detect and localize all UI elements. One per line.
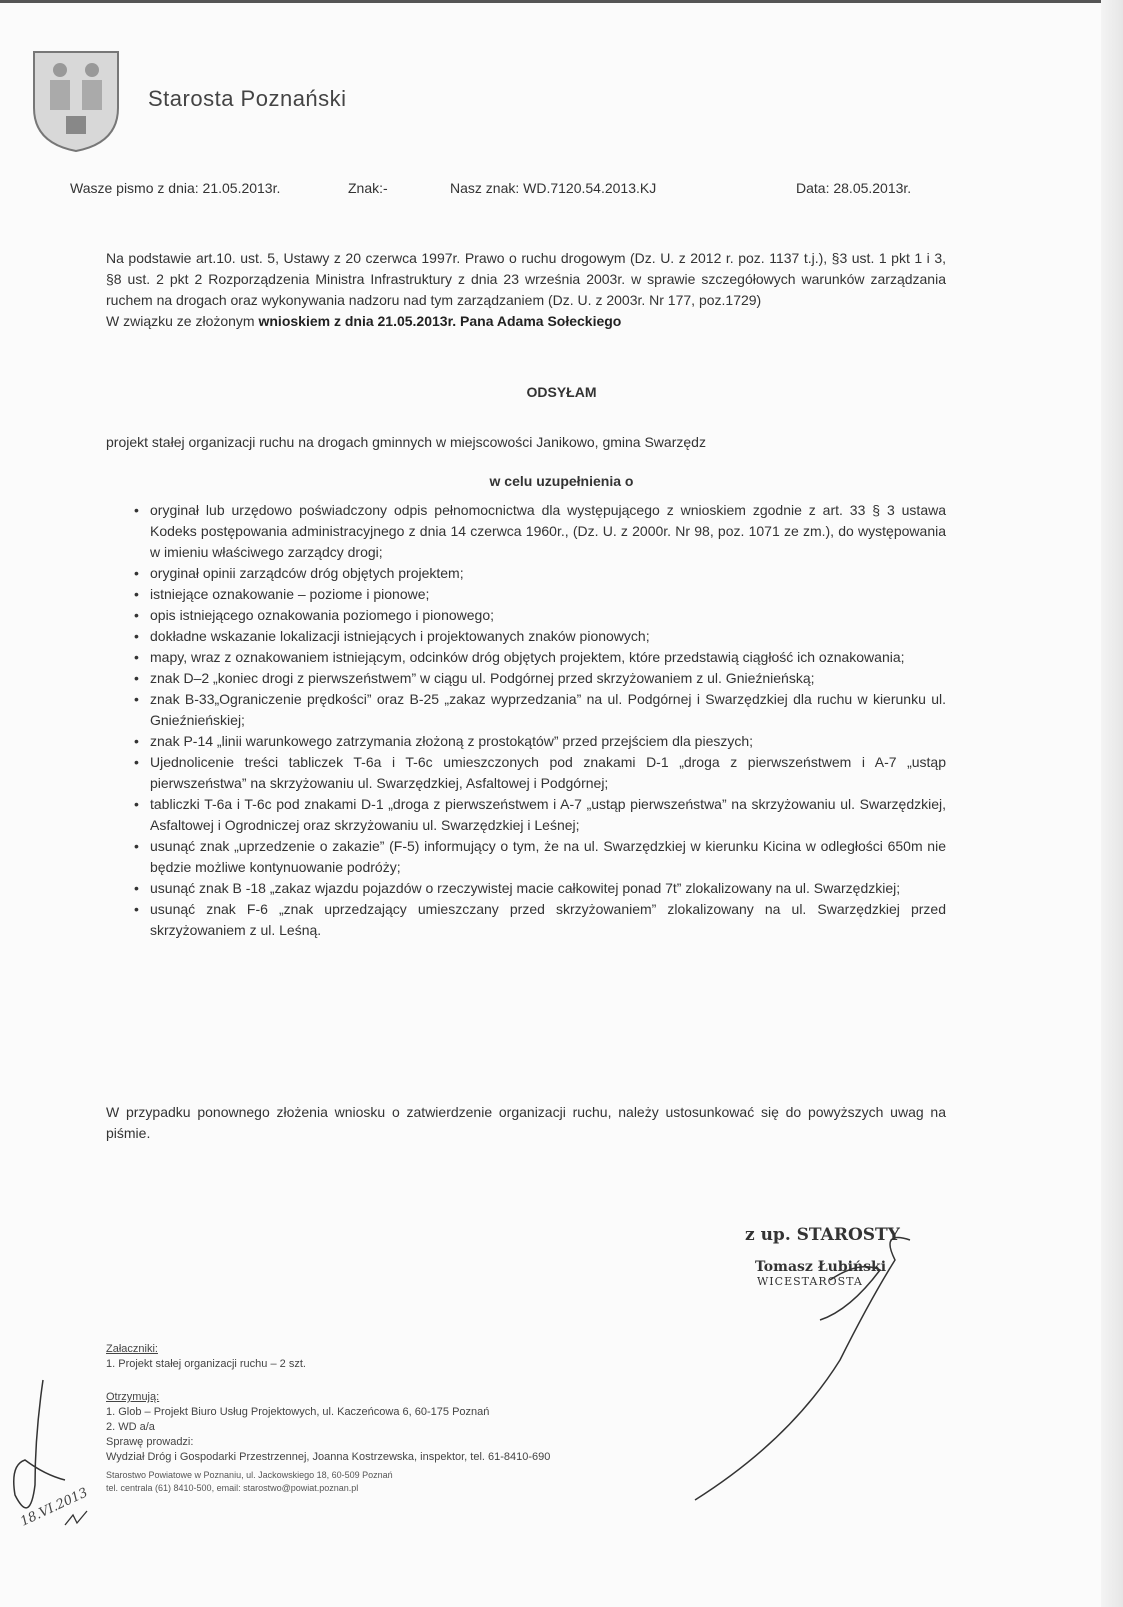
list-item: • usunąć znak F-6 „znak uprzedzający umieszczany przed skrzyżowaniem” zlokalizowany na ul. Swarzędzkiej przed skrzyżowaniem z ul. Leśną. (134, 899, 946, 941)
scan-edge (0, 0, 1123, 3)
attachments-section (106, 1342, 306, 1372)
list-item: • znak B-33„Ograniczenie prędkości” oraz B-25 „zakaz wyprzedzania” na ul. Podgórnej i Swarzędzkiej dla ruchu w kierunku ul. Gnieźnieńskiej; (134, 689, 946, 731)
handled-by: Wydział Dróg i Gospodarki Przestrzennej, Joanna Kostrzewska, inspektor, tel. 61-8410-690 (106, 1451, 551, 1463)
legal-basis-section (106, 248, 946, 332)
your-reference: Znak:- (348, 180, 388, 196)
letter-date: Data: 28.05.2013r. (796, 180, 912, 196)
scan-edge (1101, 0, 1123, 1607)
handwritten-signature (680, 1220, 940, 1510)
decision-heading: ODSYŁAM (526, 384, 597, 400)
on-behalf-label: z up. STAROSTY (745, 1225, 900, 1245)
list-item: • istniejące oznakowanie – poziome i pionowe; (134, 584, 946, 605)
list-item: • oryginał opinii zarządców dróg objętych projektem; (134, 563, 946, 584)
list-item: • usunąć znak „uprzedzenie o zakazie” (F-5) informujący o tym, że na ul. Swarzędzkiej w kierunku Kicina w odległości 650m nie będzie możliwe kontynuowanie podróży; (134, 836, 946, 878)
subheading: w celu uzupełnienia o (489, 473, 634, 489)
list-item: • oryginał lub urzędowo poświadczony odpis pełnomocnictwa dla występującego z wnioskiem zgodnie z art. 33 § 3 ustawa Kodeks postępowania administracyjnego z dnia 14 czerwca 1960r., (Dz. U. z 2000r. Nr 98, poz. 1071 ze zm.), do występowania w imieniu właściwego zarządcy drogi; (134, 500, 946, 563)
handwritten-date-note: 18.VI.2013 (18, 1485, 91, 1530)
office-contact: tel. centrala (61) 8410-500, email: starostwo@powiat.poznan.pl (106, 1483, 359, 1493)
attachments-label: Załaczniki: (106, 1343, 158, 1355)
list-item: • tabliczki T-6a i T-6c pod znakami D-1 „droga z pierwszeństwem i A-7 „ustąp pierwszeństwa” na skrzyżowaniu ul. Swarzędzkiej, Asfaltowej i Ogrodniczej oraz skrzyżowaniu ul. Swarzędzkiej i Leśnej; (134, 794, 946, 836)
legal-basis: Na podstawie art.10. ust. 5, Ustawy z 20 czerwca 1997r. Prawo o ruchu drogowym (Dz. U. z 2012 r. poz. 1137 t.j.), §3 ust. 1 pkt 1 i 3, §8 ust. 2 pkt 2 Rozporządzenia Ministra Infrastruktury z dnia 23 września 2003r. w sprawie szczegółowych warunków zarządzania ruchem na drogach oraz wykonywania nadzoru nad tym zarządzaniem (Dz. U. z 2003r. Nr 177, poz.1729) (106, 250, 946, 308)
signatory-name: Tomasz Łubiński (755, 1259, 887, 1275)
recipient-item: 1. Glob – Projekt Biuro Usług Projektowych, ul. Kaczeńcowa 6, 60-175 Poznań (106, 1406, 490, 1418)
list-item: • opis istniejącego oznakowania poziomego i pionowego; (134, 605, 946, 626)
list-item: • dokładne wskazanie lokalizacji istniejących i projektowanych znaków pionowych; (134, 626, 946, 647)
your-letter-date: Wasze pismo z dnia: 21.05.2013r. (70, 180, 281, 196)
list-item: • znak P-14 „linii warunkowego zatrzymania złożoną z prostokątów” przed przejściem dla pieszych; (134, 731, 946, 752)
coat-of-arms-logo (30, 48, 122, 153)
recipients-section (106, 1390, 550, 1495)
regarding-line (106, 311, 946, 332)
handled-label: Sprawę prowadzi: (106, 1436, 194, 1448)
signatory-role: WICESTAROSTA (757, 1275, 863, 1288)
recipients-label: Otrzymują: (106, 1391, 160, 1403)
closing-paragraph: W przypadku ponownego złożenia wniosku o zatwierdzenie organizacji ruchu, należy ustosunkować się do powyższych uwag na piśmie. (106, 1104, 946, 1141)
requirements-list (134, 500, 946, 941)
list-item: • Ujednolicenie treści tabliczek T-6a i T-6c umieszczonych pod znakami D-1 „droga z pierwszeństwem i A-7 „ustąp pierwszeństwa” na skrzyżowaniu ul. Swarzędzkiej, Asfaltowej i Podgórnej; (134, 752, 946, 794)
attachment-item: 1. Projekt stałej organizacji ruchu – 2 szt. (106, 1358, 306, 1370)
list-item: • usunąć znak B -18 „zakaz wjazdu pojazdów o rzeczywistej macie całkowitej ponad 7t” zlokalizowany na ul. Swarzędzkiej; (134, 878, 946, 899)
regarding-request: wnioskiem z dnia 21.05.2013r. Pana Adama Sołeckiego (258, 313, 622, 329)
our-reference: Nasz znak: WD.7120.54.2013.KJ (450, 180, 657, 196)
list-item: • mapy, wraz z oznakowaniem istniejącym, odcinków dróg objętych projektem, które przedstawią ciągłość ich oznakowania; (134, 647, 946, 668)
office-address: Starostwo Powiatowe w Poznaniu, ul. Jackowskiego 18, 60-509 Poznań (106, 1470, 393, 1480)
list-item: • znak D–2 „koniec drogi z pierwszeństwem” w ciągu ul. Podgórnej przed skrzyżowaniem z ul. Gnieźnieńską; (134, 668, 946, 689)
project-description: projekt stałej organizacji ruchu na drogach gminnych w miejscowości Janikowo, gmina Swarzędz (106, 434, 706, 450)
recipient-item: 2. WD a/a (106, 1421, 155, 1433)
regarding-prefix: W związku ze złożonym (106, 313, 259, 329)
issuer-title: Starosta Poznański (148, 86, 347, 111)
